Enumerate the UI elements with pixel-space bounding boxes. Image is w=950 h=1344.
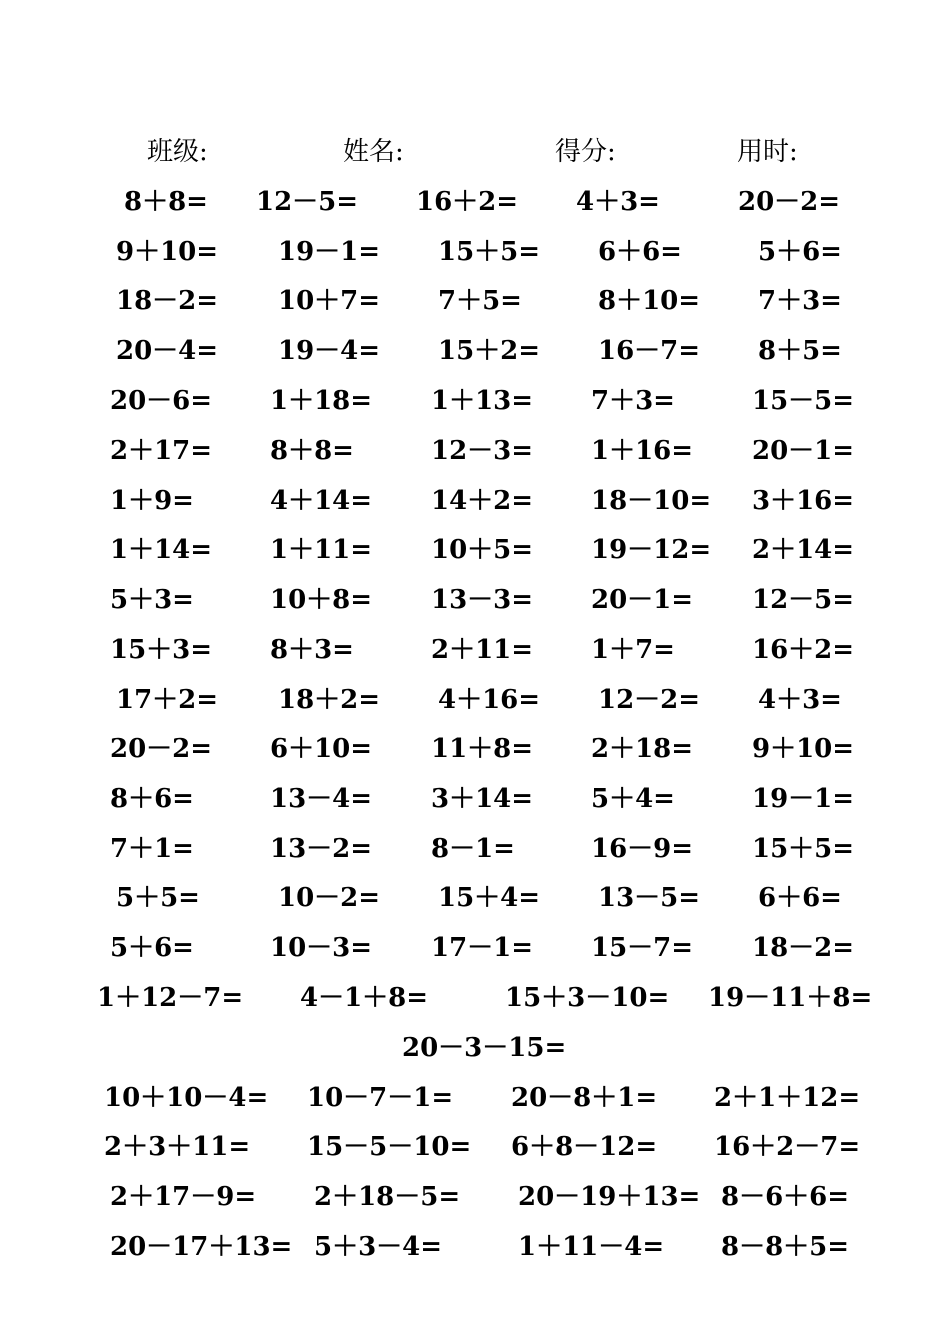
math-problem: 15＋2= [438,336,541,366]
math-problem: 20－8＋1= [511,1083,658,1113]
math-problem: 2＋18－5= [314,1182,461,1212]
problem-row [0,1026,950,1070]
math-problem: 15＋5= [438,237,541,267]
problem-row [0,976,950,1020]
problem-row [0,628,950,672]
math-problem: 1＋7= [591,635,675,665]
problem-row [0,876,950,920]
math-problem: 5＋3－4= [314,1232,443,1262]
math-problem: 12－5= [752,585,855,615]
math-problem: 13－2= [270,834,373,864]
problem-row [0,827,950,871]
math-problem: 15＋4= [438,883,541,913]
math-problem: 13－3= [431,585,534,615]
math-problem: 15＋3－10= [505,983,670,1013]
problem-row [0,230,950,274]
math-problem: 11＋8= [431,734,534,764]
math-problem: 2＋1＋12= [714,1083,861,1113]
math-problem: 5＋6= [110,933,194,963]
problem-row [0,578,950,622]
problem-row [0,777,950,821]
math-problem: 18－10= [591,486,712,516]
math-problem: 2＋18= [591,734,694,764]
math-problem: 1＋11－4= [518,1232,665,1262]
math-problem: 20－1= [752,436,855,466]
math-problem: 8＋8= [124,187,208,217]
math-problem: 15＋3= [110,635,213,665]
problem-row [0,1125,950,1169]
problem-row [0,1225,950,1269]
math-problem: 15－5= [752,386,855,416]
math-problem: 20－17＋13= [110,1232,293,1262]
math-problem: 1＋14= [110,535,213,565]
math-problem: 7＋3= [591,386,675,416]
math-problem: 13－4= [270,784,373,814]
math-problem: 9＋10= [116,237,219,267]
math-problem: 8－6＋6= [721,1182,850,1212]
math-problem: 7＋5= [438,286,522,316]
math-problem: 5＋6= [758,237,842,267]
math-problem: 14＋2= [431,486,534,516]
math-problem: 20－6= [110,386,213,416]
math-problem: 8－1= [431,834,515,864]
math-problem: 12－5= [256,187,359,217]
math-problem: 8＋5= [758,336,842,366]
math-problem: 3＋14= [431,784,534,814]
math-problem: 2＋3＋11= [104,1132,251,1162]
math-problem: 5＋4= [591,784,675,814]
math-problem: 13－5= [598,883,701,913]
math-problem: 19－4= [278,336,381,366]
math-problem: 8＋6= [110,784,194,814]
math-problem: 4＋3= [576,187,660,217]
math-problem: 2＋17= [110,436,213,466]
math-problem: 1＋16= [591,436,694,466]
math-problem: 16－7= [598,336,701,366]
problem-row [0,1175,950,1219]
math-problem: 1＋11= [270,535,373,565]
math-problem: 20－19＋13= [518,1182,701,1212]
math-problem: 10＋10－4= [104,1083,269,1113]
math-problem: 16＋2= [416,187,519,217]
math-problem: 19－1= [752,784,855,814]
worksheet-header [0,130,950,174]
math-problem: 9＋10= [752,734,855,764]
math-problem: 15＋5= [752,834,855,864]
math-problem: 4＋3= [758,685,842,715]
math-problem: 12－2= [598,685,701,715]
math-problem: 2＋17－9= [110,1182,257,1212]
name-label: 姓名: [343,137,404,167]
math-problem: 8－8＋5= [721,1232,850,1262]
problem-row [0,678,950,722]
math-problem: 1＋9= [110,486,194,516]
problem-row [0,479,950,523]
math-problem: 2＋14= [752,535,855,565]
math-problem: 12－3= [431,436,534,466]
math-problem: 8＋10= [598,286,701,316]
math-problem: 15－5－10= [307,1132,472,1162]
math-problem: 17＋2= [116,685,219,715]
math-problem: 1＋13= [431,386,534,416]
math-problem: 4＋16= [438,685,541,715]
math-problem: 7＋1= [110,834,194,864]
math-problem: 10－2= [278,883,381,913]
math-problem: 20－2= [110,734,213,764]
math-problem: 1＋12－7= [97,983,244,1013]
math-problem: 6＋10= [270,734,373,764]
math-problem: 17－1= [431,933,534,963]
math-problem: 19－1= [278,237,381,267]
math-problem: 20－4= [116,336,219,366]
math-problem: 20－3－15= [402,1033,567,1063]
math-problem: 6＋8－12= [511,1132,658,1162]
problem-row [0,727,950,771]
problem-row [0,329,950,373]
math-problem: 6＋6= [598,237,682,267]
math-problem: 20－2= [738,187,841,217]
math-problem: 10＋8= [270,585,373,615]
math-problem: 8＋3= [270,635,354,665]
problem-row [0,279,950,323]
math-problem: 5＋5= [116,883,200,913]
math-problem: 10－3= [270,933,373,963]
math-problem: 6＋6= [758,883,842,913]
math-problem: 4＋14= [270,486,373,516]
problem-row [0,429,950,473]
math-problem: 10＋5= [431,535,534,565]
math-problem: 2＋11= [431,635,534,665]
score-label: 得分: [555,137,616,167]
math-problem: 19－12= [591,535,712,565]
math-problem: 18－2= [116,286,219,316]
math-problem: 15－7= [591,933,694,963]
math-problem: 5＋3= [110,585,194,615]
problem-row [0,379,950,423]
math-problem: 1＋18= [270,386,373,416]
math-problem: 7＋3= [758,286,842,316]
class-label: 班级: [147,137,208,167]
math-problem: 16－9= [591,834,694,864]
math-problem: 16＋2－7= [714,1132,861,1162]
math-problem: 4－1＋8= [300,983,429,1013]
problem-row [0,926,950,970]
math-problem: 16＋2= [752,635,855,665]
math-problem: 10＋7= [278,286,381,316]
time-label: 用时: [737,137,798,167]
math-problem: 3＋16= [752,486,855,516]
problem-row [0,180,950,224]
math-problem: 20－1= [591,585,694,615]
math-problem: 8＋8= [270,436,354,466]
problem-row [0,1076,950,1120]
math-problem: 10－7－1= [307,1083,454,1113]
problem-row [0,528,950,572]
math-problem: 19－11＋8= [708,983,873,1013]
math-problem: 18＋2= [278,685,381,715]
math-problem: 18－2= [752,933,855,963]
